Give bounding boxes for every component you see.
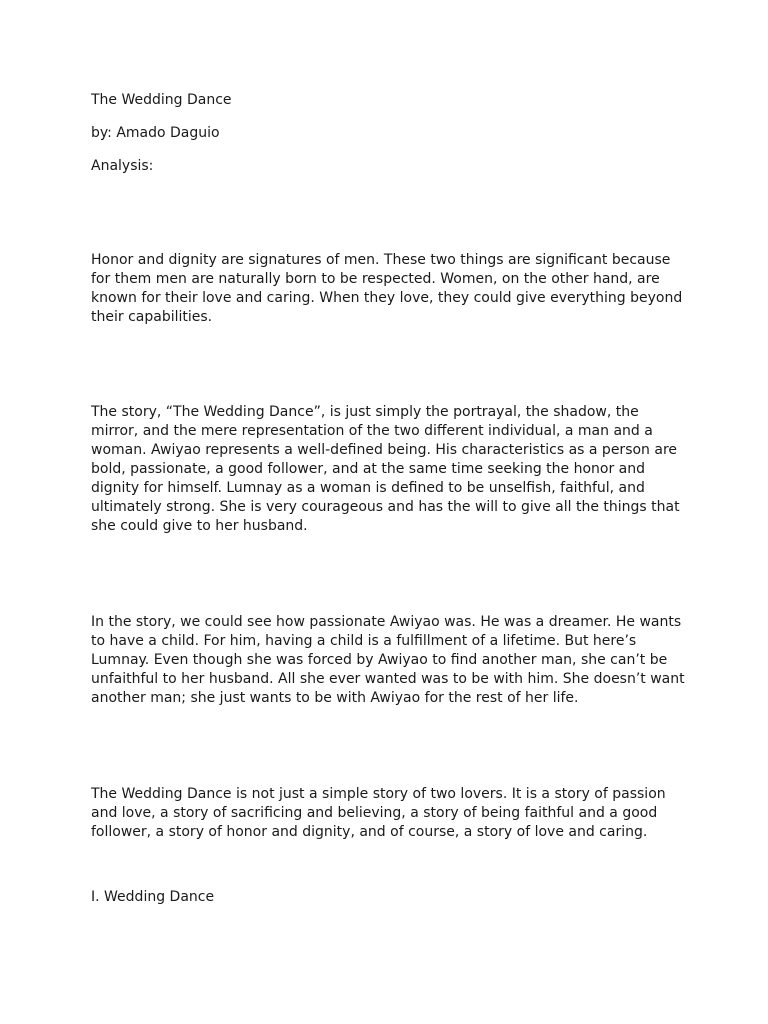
paragraph-line: follower, a story of honor and dignity, and of course, a story of love and caring. — [91, 824, 648, 840]
paragraph-line: woman. Awiyao represents a well-defined being. His characteristics as a person are — [91, 442, 678, 458]
paragraph-line: dignity for himself. Lumnay as a woman is defined to be unselfish, faithful, and — [91, 480, 645, 496]
outline-heading: I. Wedding Dance — [91, 889, 215, 905]
paragraph-line: known for their love and caring. When they love, they could give everything beyond — [91, 290, 683, 306]
paragraph-line: bold, passionate, a good follower, and at the same time seeking the honor and — [91, 461, 645, 477]
paragraph-2 — [91, 403, 680, 536]
paragraph-line: ultimately strong. She is very courageous and has the will to give all the things that — [91, 499, 680, 515]
paragraph-3 — [91, 613, 685, 708]
paragraph-1 — [91, 251, 682, 327]
document-title: The Wedding Dance — [91, 92, 232, 108]
paragraph-line: and love, a story of sacrificing and believing, a story of being faithful and a good — [91, 805, 658, 821]
paragraph-line: their capabilities. — [91, 309, 213, 325]
paragraph-line: another man; she just wants to be with Awiyao for the rest of her life. — [91, 690, 579, 706]
paragraph-line: The Wedding Dance is not just a simple story of two lovers. It is a story of passion — [91, 786, 666, 802]
paragraph-line: Lumnay. Even though she was forced by Awiyao to find another man, she can’t be — [91, 652, 668, 668]
paragraph-line: for them men are naturally born to be respected. Women, on the other hand, are — [91, 271, 660, 287]
paragraph-line: In the story, we could see how passionate Awiyao was. He was a dreamer. He wants — [91, 614, 682, 630]
document-byline: by: Amado Daguio — [91, 125, 220, 141]
section-label: Analysis: — [91, 158, 154, 174]
paragraph-line: unfaithful to her husband. All she ever wanted was to be with him. She doesn’t want — [91, 671, 685, 687]
paragraph-line: Honor and dignity are signatures of men. These two things are significant because — [91, 252, 671, 268]
paragraph-4 — [91, 785, 666, 842]
paragraph-line: to have a child. For him, having a child is a fulfillment of a lifetime. But here’s — [91, 633, 637, 649]
paragraph-line: The story, “The Wedding Dance”, is just simply the portrayal, the shadow, the — [91, 404, 639, 420]
paragraph-line: she could give to her husband. — [91, 518, 308, 534]
paragraph-line: mirror, and the mere representation of the two different individual, a man and a — [91, 423, 653, 439]
